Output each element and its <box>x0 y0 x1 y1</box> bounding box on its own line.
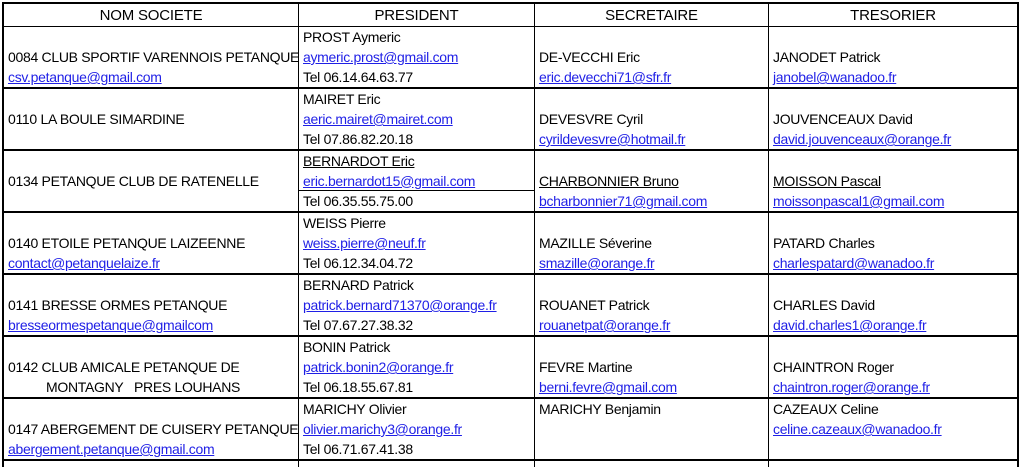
club-email-link[interactable]: csv.petanque@gmail.com <box>8 69 162 85</box>
column-header <box>769 4 1017 26</box>
tresorier-email-link[interactable]: david.jouvenceaux@orange.fr <box>773 131 952 147</box>
cell-line <box>4 275 298 295</box>
cell-line <box>769 171 1017 191</box>
cell-line <box>299 67 534 87</box>
partial-cell <box>769 461 1017 467</box>
tresorier-email-link[interactable]: celine.cazeaux@wanadoo.fr <box>773 421 942 437</box>
secretaire-cell <box>535 27 769 87</box>
cell-line <box>535 151 768 171</box>
tresorier-email-link[interactable]: chaintron.roger@orange.fr <box>773 379 930 395</box>
cell-line <box>299 171 534 191</box>
cell-line <box>769 89 1017 109</box>
column-header <box>4 4 299 26</box>
cell-line <box>4 253 298 273</box>
cell-line <box>4 377 298 397</box>
cell-line <box>4 399 298 419</box>
cell-line <box>299 275 534 295</box>
cell-line <box>769 233 1017 253</box>
cell-line <box>535 233 768 253</box>
column-header-label: SECRETAIRE <box>605 6 698 24</box>
club-name: 0141 BRESSE ORMES PETANQUE <box>8 297 228 313</box>
cell-line <box>4 129 298 149</box>
cell-line <box>769 377 1017 397</box>
cell-line <box>535 377 768 397</box>
societe-cell <box>4 213 299 273</box>
cell-line <box>299 47 534 67</box>
president-cell <box>299 213 535 273</box>
cell-line <box>535 275 768 295</box>
cell-line <box>535 67 768 87</box>
cell-line <box>769 47 1017 67</box>
cell-line <box>299 377 534 397</box>
tresorier-cell <box>769 151 1017 211</box>
cell-line <box>299 253 534 273</box>
president-cell <box>299 151 535 211</box>
cell-line <box>299 89 534 109</box>
cell-line <box>535 213 768 233</box>
secretaire-email-link[interactable]: bcharbonnier71@gmail.com <box>539 193 708 209</box>
table-row <box>4 213 1017 275</box>
cell-line <box>535 419 768 439</box>
secretaire-cell <box>535 399 769 459</box>
president-name: WEISS Pierre <box>303 215 386 231</box>
president-cell <box>299 337 535 397</box>
president-email-link[interactable]: patrick.bonin2@orange.fr <box>303 359 454 375</box>
cell-line <box>535 337 768 357</box>
secretaire-cell <box>535 151 769 211</box>
partial-next-row <box>4 461 1017 467</box>
cell-line <box>769 129 1017 149</box>
cell-line <box>4 213 298 233</box>
cell-line <box>535 171 768 191</box>
partial-cell <box>535 461 769 467</box>
cell-line <box>4 89 298 109</box>
secretaire-email-link[interactable]: eric.devecchi71@sfr.fr <box>539 69 672 85</box>
president-cell <box>299 89 535 149</box>
tresorier-name: CHAINTRON Roger <box>773 359 894 375</box>
cell-line <box>769 275 1017 295</box>
president-name: MARICHY Olivier <box>303 401 407 417</box>
president-phone: Tel 07.86.82.20.18 <box>303 131 413 147</box>
cell-line <box>4 233 298 253</box>
tresorier-cell <box>769 213 1017 273</box>
secretaire-name: FEVRE Martine <box>539 359 633 375</box>
tresorier-email-link[interactable]: janobel@wanadoo.fr <box>773 69 897 85</box>
cell-line <box>535 439 768 459</box>
cell-line <box>535 295 768 315</box>
cell-line <box>299 439 534 459</box>
tresorier-email-link[interactable]: moissonpascal1@gmail.com <box>773 193 945 209</box>
president-email-link[interactable]: weiss.pierre@neuf.fr <box>303 235 426 251</box>
president-cell <box>299 275 535 335</box>
cell-line <box>535 399 768 419</box>
president-email-link[interactable]: olivier.marichy3@orange.fr <box>303 421 462 437</box>
table-row <box>4 275 1017 337</box>
secretaire-name: ROUANET Patrick <box>539 297 650 313</box>
column-header-label: NOM SOCIETE <box>99 6 203 24</box>
cell-line <box>4 171 298 191</box>
cell-line <box>769 295 1017 315</box>
president-phone: Tel 06.18.55.67.81 <box>303 379 413 395</box>
cell-line <box>299 109 534 129</box>
president-email-link[interactable]: eric.bernardot15@gmail.com <box>303 172 476 189</box>
cell-line <box>535 129 768 149</box>
cell-line <box>299 151 534 171</box>
cell-line <box>299 337 534 357</box>
table-row <box>4 89 1017 151</box>
cell-line <box>535 357 768 377</box>
secretaire-name: MAZILLE Séverine <box>539 235 652 251</box>
president-name: PROST Aymeric <box>303 29 401 45</box>
cell-line <box>769 67 1017 87</box>
table-row <box>4 337 1017 399</box>
cell-line <box>535 89 768 109</box>
tresorier-cell <box>769 275 1017 335</box>
cell-line <box>4 295 298 315</box>
secretaire-name: CHARBONNIER Bruno <box>539 173 679 189</box>
cell-line <box>4 67 298 87</box>
president-phone: Tel 06.35.55.75.00 <box>303 193 413 210</box>
tresorier-cell <box>769 89 1017 149</box>
club-name: 0084 CLUB SPORTIF VARENNOIS PETANQUE <box>8 49 300 65</box>
club-email-link[interactable]: bresseormespetanque@gmailcom <box>8 317 214 333</box>
cell-line <box>299 190 534 211</box>
societe-cell <box>4 89 299 149</box>
cell-line <box>769 419 1017 439</box>
club-email-link[interactable]: contact@petanquelaize.fr <box>8 255 160 271</box>
societe-cell <box>4 399 299 459</box>
cell-line <box>769 357 1017 377</box>
table-header-row <box>4 4 1017 27</box>
tresorier-cell <box>769 399 1017 459</box>
cell-line <box>299 233 534 253</box>
cell-line <box>4 337 298 357</box>
tresorier-cell <box>769 27 1017 87</box>
column-header <box>299 4 535 26</box>
tresorier-email-link[interactable]: charlespatard@wanadoo.fr <box>773 255 935 271</box>
club-name: 0110 LA BOULE SIMARDINE <box>8 111 185 127</box>
cell-line <box>299 129 534 149</box>
cell-line <box>4 109 298 129</box>
cell-line <box>769 399 1017 419</box>
cell-line <box>769 213 1017 233</box>
secretaire-cell <box>535 337 769 397</box>
societe-cell <box>4 337 299 397</box>
secretaire-cell <box>535 89 769 149</box>
secretaire-name: DEVESVRE Cyril <box>539 111 643 127</box>
cell-line <box>769 337 1017 357</box>
cell-line <box>535 109 768 129</box>
table-row <box>4 27 1017 89</box>
cell-line <box>4 315 298 335</box>
societe-cell <box>4 151 299 211</box>
cell-line <box>4 191 298 211</box>
cell-line <box>535 47 768 67</box>
president-email-link[interactable]: patrick.bernard71370@orange.fr <box>303 297 497 313</box>
cell-line <box>299 315 534 335</box>
cell-line <box>4 419 298 439</box>
societe-cell <box>4 275 299 335</box>
president-phone: Tel 06.12.34.04.72 <box>303 255 413 271</box>
club-name-line2: MONTAGNY PRES LOUHANS <box>46 379 241 395</box>
president-name: MAIRET Eric <box>303 91 381 107</box>
cell-line <box>769 191 1017 211</box>
cell-line <box>299 357 534 377</box>
secretaire-name: DE-VECCHI Eric <box>539 49 640 65</box>
cell-line <box>769 27 1017 47</box>
secretaire-name: MARICHY Benjamin <box>539 401 661 417</box>
cell-line <box>299 213 534 233</box>
president-cell <box>299 399 535 459</box>
cell-line <box>4 439 298 459</box>
president-name: BERNARDOT Eric <box>303 152 415 169</box>
cell-line <box>299 419 534 439</box>
cell-line <box>769 151 1017 171</box>
tresorier-name: JOUVENCEAUX David <box>773 111 913 127</box>
cell-line <box>299 27 534 47</box>
secretaire-cell <box>535 213 769 273</box>
president-name: BERNARD Patrick <box>303 277 414 293</box>
president-email-link[interactable]: aeric.mairet@mairet.com <box>303 111 453 127</box>
tresorier-name: JANODET Patrick <box>773 49 881 65</box>
cell-line <box>299 399 534 419</box>
club-name: 0147 ABERGEMENT DE CUISERY PETANQUE <box>8 421 299 437</box>
tresorier-email-link[interactable]: david.charles1@orange.fr <box>773 317 927 333</box>
club-name: 0134 PETANQUE CLUB DE RATENELLE <box>8 173 259 189</box>
secretaire-email-link[interactable]: rouanetpat@orange.fr <box>539 317 671 333</box>
tresorier-name: CAZEAUX Celine <box>773 401 879 417</box>
cell-line <box>299 295 534 315</box>
club-name: 0140 ETOILE PETANQUE LAIZEENNE <box>8 235 246 251</box>
cell-line <box>535 191 768 211</box>
column-header-label: PRESIDENT <box>374 6 459 24</box>
secretaire-email-link[interactable]: cyrildevesvre@hotmail.fr <box>539 131 686 147</box>
partial-cell <box>299 461 535 467</box>
table-row <box>4 151 1017 213</box>
secretaire-email-link[interactable]: berni.fevre@gmail.com <box>539 379 677 395</box>
president-name: BONIN Patrick <box>303 339 391 355</box>
cell-line <box>535 27 768 47</box>
club-email-link[interactable]: abergement.petanque@gmail.com <box>8 441 215 457</box>
cell-line <box>4 151 298 171</box>
president-email-link[interactable]: aymeric.prost@gmail.com <box>303 49 459 65</box>
tresorier-name: PATARD Charles <box>773 235 875 251</box>
partial-cell <box>4 461 299 467</box>
president-cell <box>299 27 535 87</box>
cell-line <box>769 109 1017 129</box>
tresorier-cell <box>769 337 1017 397</box>
cell-line <box>4 27 298 47</box>
cell-line <box>4 47 298 67</box>
cell-line <box>535 253 768 273</box>
column-header <box>535 4 769 26</box>
secretaire-email-link[interactable]: smazille@orange.fr <box>539 255 655 271</box>
contacts-table <box>2 2 1019 467</box>
cell-line <box>535 315 768 335</box>
tresorier-name: MOISSON Pascal <box>773 173 881 189</box>
cell-line <box>769 439 1017 459</box>
president-phone: Tel 07.67.27.38.32 <box>303 317 413 333</box>
cell-line <box>769 253 1017 273</box>
cell-line <box>4 357 298 377</box>
president-phone: Tel 06.71.67.41.38 <box>303 441 413 457</box>
cell-line <box>769 315 1017 335</box>
president-phone: Tel 06.14.64.63.77 <box>303 69 413 85</box>
column-header-label: TRESORIER <box>850 6 936 24</box>
table-row <box>4 399 1017 461</box>
societe-cell <box>4 27 299 87</box>
secretaire-cell <box>535 275 769 335</box>
club-name: 0142 CLUB AMICALE PETANQUE DE <box>8 359 240 375</box>
tresorier-name: CHARLES David <box>773 297 875 313</box>
